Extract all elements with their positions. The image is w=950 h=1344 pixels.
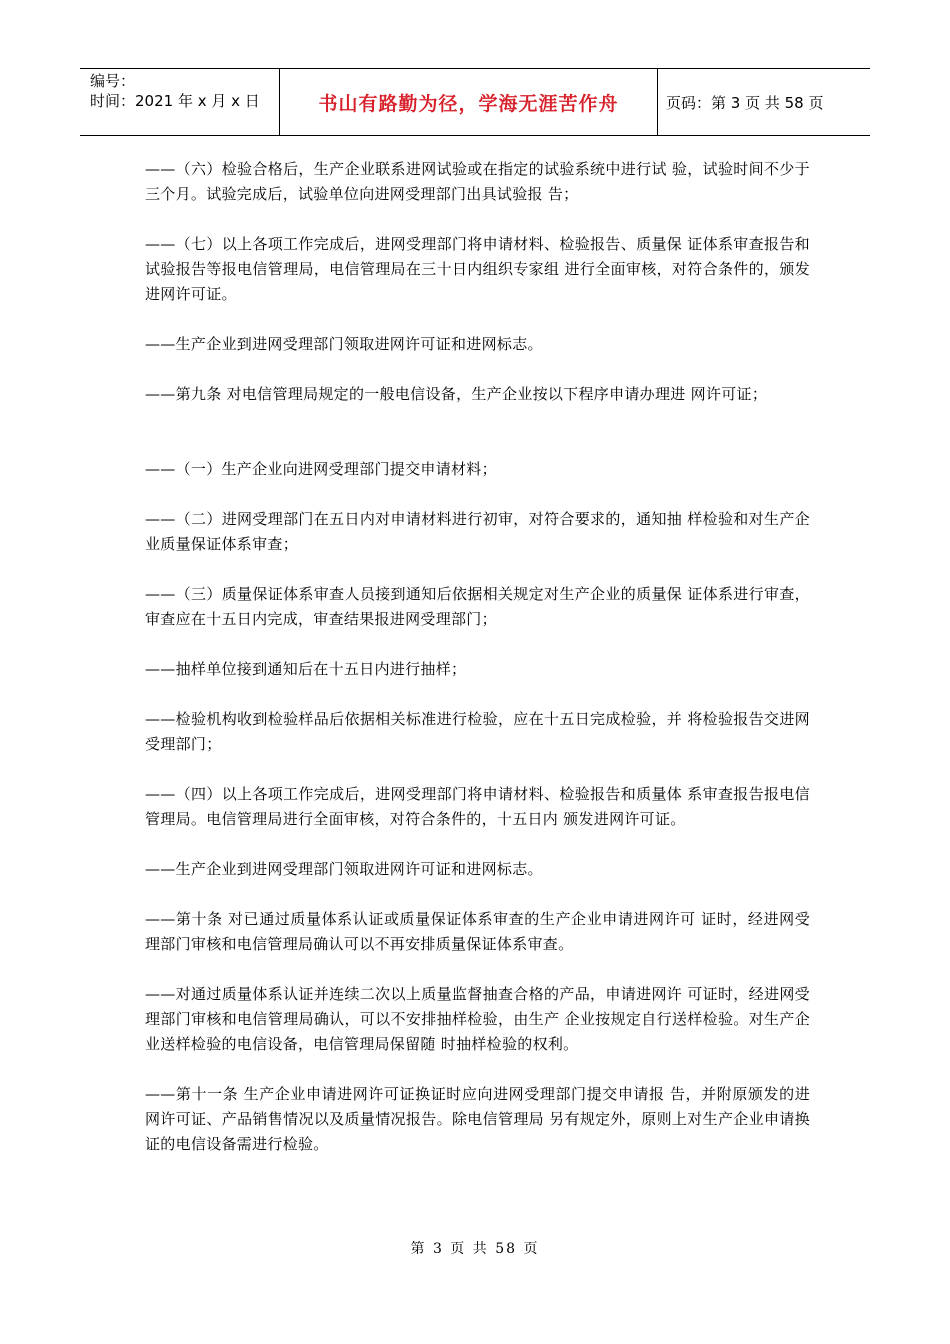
document-body (145, 157, 810, 1182)
paragraph-2: ——（七）以上各项工作完成后，进网受理部门将申请材料、检验报告、质量保 证体系审查报告和试验报告等报电信管理局，电信管理局在三十日内组织专家组 进行全面审核，对符合条件的，颁发进网许可证。 (145, 235, 810, 303)
header-motto: 书山有路勤为径，学海无涯苦作舟 (280, 69, 658, 135)
paragraph-10: ——（四）以上各项工作完成后，进网受理部门将申请材料、检验报告和质量体 系审查报告报电信管理局。电信管理局进行全面审核，对符合条件的，十五日内 颁发进网许可证。 (145, 785, 810, 828)
paragraph-14: ——第十一条 生产企业申请进网许可证换证时应向进网受理部门提交申请报 告，并附原颁发的进网许可证、产品销售情况以及质量情况报告。除电信管理局 另有规定外，原则上对生产企业申请换证的电信设备需进行检验。 (145, 1085, 810, 1153)
paragraph-4: ——第九条 对电信管理局规定的一般电信设备，生产企业按以下程序申请办理进 网许可证； (145, 385, 768, 403)
paragraph-9: ——检验机构收到检验样品后依据相关标准进行检验，应在十五日完成检验，并 将检验报告交进网受理部门； (145, 710, 810, 753)
paragraph-8: ——抽样单位接到通知后在十五日内进行抽样； (145, 660, 467, 678)
page-footer: 第 3 页 共 58 页 (410, 1241, 540, 1257)
header-page-info: 页码：第 3 页 共 58 页 (666, 93, 824, 112)
document-date: 时间：2021 年 x 月 x 日 (90, 92, 260, 110)
paragraph-6: ——（二）进网受理部门在五日内对申请材料进行初审，对符合要求的，通知抽 样检验和对生产企业质量保证体系审查； (145, 510, 810, 553)
document-number-label: 编号： (90, 72, 136, 90)
paragraph-7: ——（三）质量保证体系审查人员接到通知后依据相关规定对生产企业的质量保 证体系进行审查，审查应在十五日内完成，审查结果报进网受理部门； (145, 585, 810, 628)
paragraph-11: ——生产企业到进网受理部门领取进网许可证和进网标志。 (145, 860, 543, 878)
paragraph-5: ——（一）生产企业向进网受理部门提交申请材料； (145, 460, 497, 478)
paragraph-3: ——生产企业到进网受理部门领取进网许可证和进网标志。 (145, 335, 543, 353)
header-meta (80, 69, 280, 135)
paragraph-12: ——第十条 对已通过质量体系认证或质量保证体系审查的生产企业申请进网许可 证时，经进网受理部门审核和电信管理局确认可以不再安排质量保证体系审查。 (145, 910, 810, 953)
paragraph-13: ——对通过质量体系认证并连续二次以上质量监督抽查合格的产品，申请进网许 可证时，经进网受理部门审核和电信管理局确认，可以不安排抽样检验，由生产 企业按规定自行送样检验。对生产企业送样检验的电信设备，电信管理局保留随 时抽样检验的权利。 (145, 985, 810, 1053)
page-header (80, 68, 870, 136)
paragraph-1: ——（六）检验合格后，生产企业联系进网试验或在指定的试验系统中进行试 验，试验时间不少于三个月。试验完成后，试验单位向进网受理部门出具试验报 告； (145, 160, 810, 203)
